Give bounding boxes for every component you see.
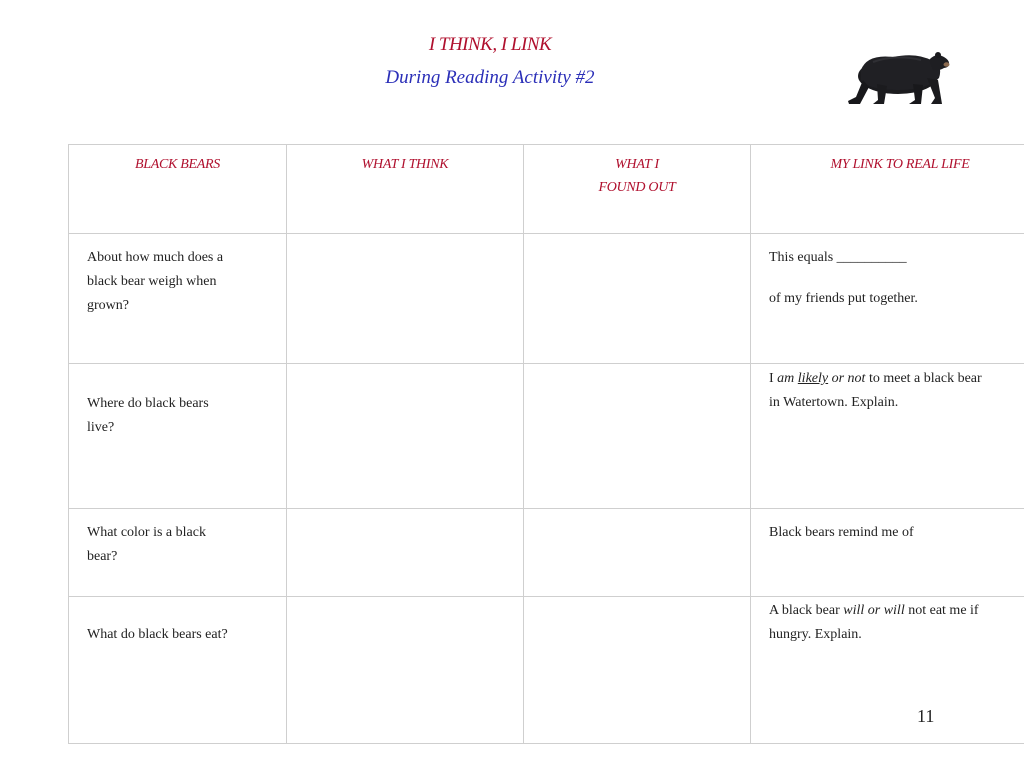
question-text: About how much does a — [87, 250, 224, 265]
header-what-i-think: WHAT I THINK — [287, 145, 524, 234]
question-text: live? — [87, 420, 115, 435]
header-what-i-line1: WHAT I — [615, 157, 659, 172]
link-text: of my friends put together. — [769, 291, 918, 306]
header-what-i-line2: FOUND OUT — [598, 180, 676, 195]
question-cell — [69, 509, 287, 597]
what-i-found-out-cell[interactable] — [524, 597, 751, 744]
what-i-think-cell[interactable] — [287, 234, 524, 364]
link-cell[interactable] — [751, 597, 1024, 744]
link-text: not eat me if — [904, 603, 979, 618]
what-i-think-cell[interactable] — [287, 597, 524, 744]
think-link-table — [68, 144, 1024, 744]
table-row — [69, 364, 1024, 509]
what-i-think-cell[interactable] — [287, 509, 524, 597]
what-i-found-out-cell[interactable] — [524, 509, 751, 597]
question-cell — [69, 364, 287, 509]
link-text: This equals __________ — [769, 250, 907, 265]
link-text: I — [769, 371, 778, 386]
link-cell[interactable] — [751, 234, 1024, 364]
header-what-i-found-out — [524, 145, 751, 234]
question-cell — [69, 597, 287, 744]
link-emphasis: am — [777, 371, 795, 386]
table-row — [69, 597, 1024, 744]
question-text: Where do black bears — [87, 396, 209, 411]
link-emphasis: will or will — [843, 603, 905, 618]
question-text: black bear weigh when — [87, 274, 217, 289]
link-cell[interactable] — [751, 509, 1024, 597]
header-black-bears: BLACK BEARS — [69, 145, 287, 234]
link-text: in Watertown. Explain. — [769, 395, 899, 410]
question-text: bear? — [87, 549, 118, 564]
question-text: What color is a black — [87, 525, 206, 540]
black-bear-icon — [843, 40, 951, 104]
link-cell[interactable] — [751, 364, 1024, 509]
what-i-found-out-cell[interactable] — [524, 364, 751, 509]
what-i-found-out-cell[interactable] — [524, 234, 751, 364]
link-text: to meet a black bear — [865, 371, 982, 386]
table-header-row — [69, 145, 1024, 234]
header-my-link: MY LINK TO REAL LIFE — [751, 145, 1024, 234]
page-subtitle: During Reading Activity #2 — [385, 67, 595, 88]
table-row — [69, 509, 1024, 597]
link-text: hungry. Explain. — [769, 627, 862, 642]
question-text: grown? — [87, 298, 129, 313]
link-text: Black bears remind me of — [769, 525, 914, 540]
what-i-think-cell[interactable] — [287, 364, 524, 509]
link-emphasis: or not — [831, 371, 866, 386]
page-title: I THINK, I LINK — [428, 34, 552, 55]
question-text: What do black bears eat? — [87, 627, 228, 642]
table-row — [69, 234, 1024, 364]
page-number: 11 — [917, 706, 935, 726]
link-emphasis-underlined: likely — [797, 371, 829, 386]
link-text: A black bear — [769, 603, 844, 618]
question-cell — [69, 234, 287, 364]
